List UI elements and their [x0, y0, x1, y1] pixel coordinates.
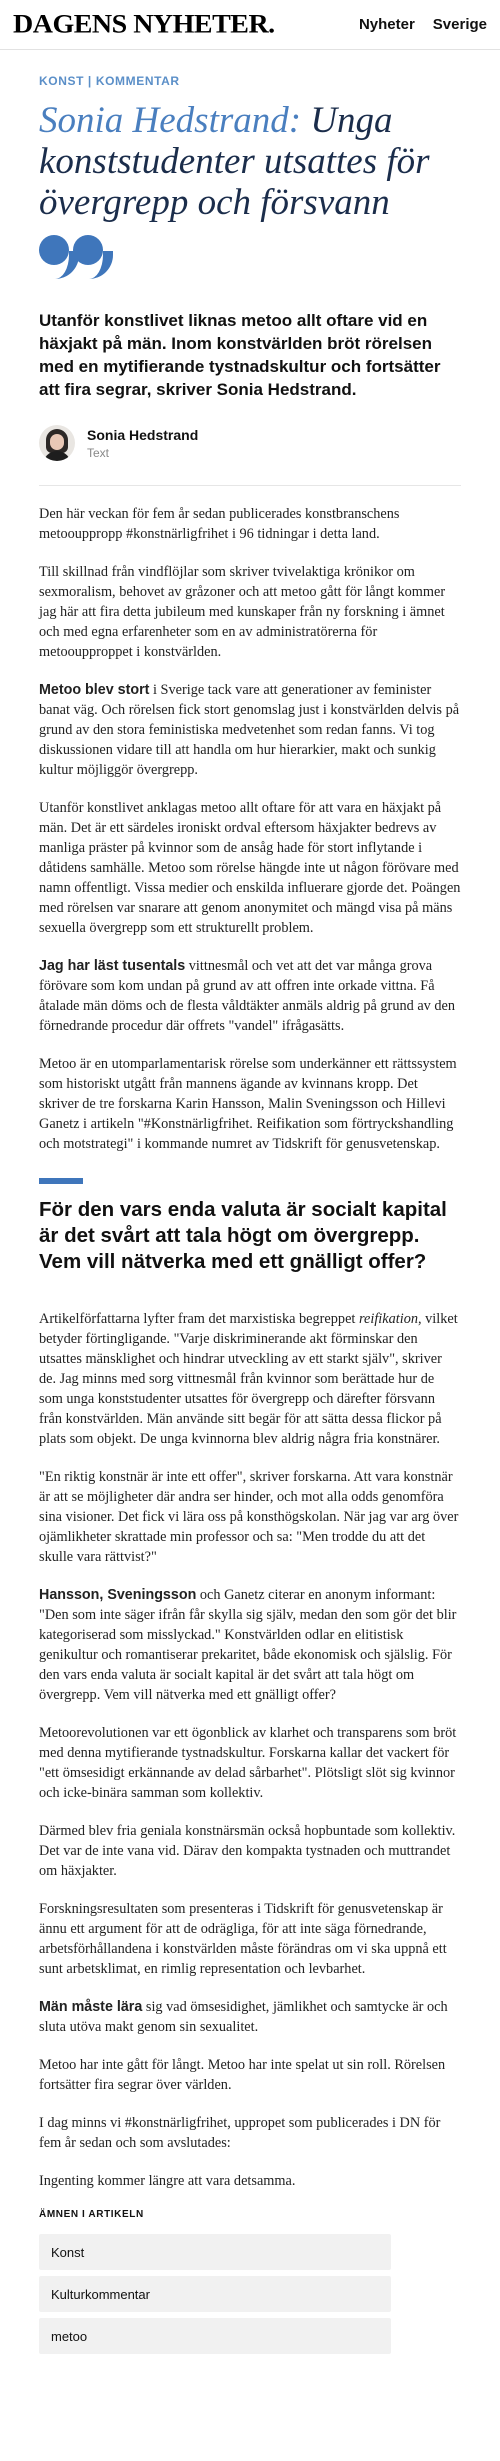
nav-item-nyheter[interactable]: Nyheter [358, 16, 415, 33]
headline-text: Unga konststudenter utsattes för övergrepp och försvann [39, 100, 430, 223]
paragraph: Därmed blev fria geniala konstnärsmän också hopbuntade som kollektiv. Det var de inte vana vid. Därav den kompakta tystnaden och muttrandet om häxjakter. [39, 1823, 456, 1879]
paragraph: Metoo har inte gått för långt. Metoo har inte spelat ut sin roll. Rörelsen fortsätter fira segrar över världen. [39, 2057, 446, 2093]
paragraph-lead: Jag har läst tusentals [39, 958, 186, 974]
paragraph: Metoorevolutionen var ett ögonblick av klarhet och transparens som bröt med denna mytifierande tystnadskultur. Forskarna kallar det vackert för "ett ömsesidigt erkännande av delad sårbarhet". Plötsligt slöt sig kvinnor och icke-binära samman som kollektiv. [39, 1725, 457, 1801]
paragraph-italic: reifikation [358, 1311, 418, 1327]
pull-quote [39, 1178, 461, 1275]
site-header [0, 0, 500, 50]
pull-quote-text: För den vars enda valuta är socialt kapital är det svårt att tala högt om övergrepp. Vem vill nätverka med ett gnälligt offer? [39, 1198, 447, 1273]
topics-label: ÄMNEN I ARTIKELN [39, 2209, 144, 2220]
author-role: Text [87, 445, 110, 460]
paragraph-lead: Män måste lära [39, 1999, 143, 2015]
paragraph-text: , vilket betyder förtingligande. "Varje diskriminerande akt förminskar den utsattes mänsklighet och hindrar utveckling av ett starkt själv", skriver de. Jag minns med sorg vittnesmål från kvinnor som berättade hur de som unga konststudenter utsattes för övergrepp och därefter försvann från konstvärlden. Män använde sitt begär för att sätta dessa flickor på plats som objekt. De unga kvinnorna blev aldrig några fria konstnärer. [39, 1311, 458, 1447]
paragraph-text: i Sverige tack vare att generationer av feminister banat väg. Och rörelsen fick stort genomslag just i konstvärlden delvis på grund av den stora feministiska medvetenhet som redan fanns. Vi tog diskussionen vidare till att handla om hur hierarkier, makt och sunkig kultur möjliggör övergrepp. [39, 682, 460, 778]
paragraph: Utanför konstlivet anklagas metoo allt oftare för att vara en häxjakt på män. Det är ett särdeles ironiskt ordval eftersom häxjakter bedrevs av manliga präster på kvinnor som de ansåg hade för stort inflytande i dåtidens samhälle. Metoo som rörelse hängde inte ut någon förövare med namn offentligt. Vissa medier och enskilda influerare gjorde det. Poängen med rörelsen var snarare att genom anonymitet och mängd visa på mäns sexuella övergrepp som ett strukturellt problem. [39, 800, 461, 936]
nav-item-sverige[interactable]: Sverige [432, 16, 487, 33]
paragraph [39, 680, 461, 780]
topic-list [39, 2234, 461, 2354]
headline-author: Sonia Hedstrand: [39, 100, 302, 141]
top-nav [359, 16, 487, 33]
paragraph [39, 956, 461, 1036]
paragraph-lead: Metoo blev stort [39, 682, 150, 698]
paragraph [39, 1997, 461, 2037]
paragraph: Forskningsresultaten som presenteras i Tidskrift för genusvetenskap är ännu ett argument för att de odrägliga, för att inte säga förnedrande, arbetsförhållandena i konstvärlden måste förändras om vi ska uppnå ett sunt arbetsklimat, en rimlig representation och levbarhet. [39, 1901, 447, 1977]
paragraph: "En riktig konstnär är inte ett offer", skriver forskarna. Att vara konstnär är att se möjligheter där andra ser hinder, och mot alla odds genomföra sina visioner. Det fick vi lära oss på konsthögskolan. När jag var arg över ojämlikheter skrattade min professor och sa: "Men trodde du att det skulle vara rättvist?" [39, 1469, 459, 1565]
article-body [39, 486, 461, 2191]
article-ingress: Utanför konstlivet liknas metoo allt oftare vid en häxjakt på män. Inom konstvärlden bröt rörelsen med en mytifierande tystnadskultur och fortsätter att fira segrar, skriver Sonia Hedstrand. [39, 311, 441, 399]
paragraph: I dag minns vi #konstnärligfrihet, uppropet som publicerades i DN för fem år sedan och som avslutades: [39, 2115, 441, 2151]
byline [39, 425, 461, 486]
paragraph-text: sig vad ömsesidighet, jämlikhet och samtycke är och sluta utöva makt genom sin sexualitet. [39, 1999, 448, 2035]
article [0, 74, 500, 2354]
pull-quote-bar [39, 1178, 83, 1184]
paragraph-text: och Ganetz citerar en anonym informant: "Den som inte säger ifrån får skylla sig själv, medan den som gör det blir kategoriserad som misslyckad." Konstvärlden odlar en elitistisk genikultur och romantiserar prekaritet, både ekonomisk och själslig. För den vars enda valuta är socialt kapital är det svårt att tala högt om övergrepp. Vem vill nätverka med ett gnälligt offer? [39, 1587, 457, 1703]
paragraph [39, 1309, 461, 1449]
topic-konst[interactable]: Konst [39, 2234, 391, 2270]
topic-metoo[interactable]: metoo [39, 2318, 391, 2354]
paragraph: Ingenting kommer längre att vara detsamma. [39, 2173, 296, 2189]
paragraph-text: Artikelförfattarna lyfter fram det marxistiska begreppet [39, 1311, 359, 1327]
paragraph: Metoo är en utomparlamentarisk rörelse som underkänner ett rättssystem som historiskt utgått från mannens ägande av kvinnans kropp. Det skriver de tre forskarna Karin Hansson, Malin Sveningsson och Hillevi Ganetz i artikeln "#Konstnärligfrihet. Reifikation som förtryckshandling och motstrategi" i kommande numret av Tidskrift för genusvetenskap. [39, 1056, 457, 1152]
article-topics [39, 2209, 461, 2354]
avatar[interactable] [39, 425, 75, 461]
paragraph-lead: Hansson, Sveningsson [39, 1587, 197, 1603]
article-kicker[interactable]: KONST | KOMMENTAR [39, 74, 180, 88]
paragraph-text: vittnesmål och vet att det var många grova förövare som kom undan på grund av att offren inte orkade vittna. Få åtalade män döms och de flesta våldtäkter anmäls aldrig på grund av den förnedrande procedur där offrets "vandel" ifrågasätts. [39, 958, 456, 1034]
paragraph [39, 1585, 461, 1705]
paragraph: Till skillnad från vindflöjlar som skriver tvivelaktiga krönikor om sexmoralism, behovet av gråzoner och att metoo gått för långt kommer jag här att fira detta jubileum med kunskaper från ny forskning i ämnet och med egna erfarenheter som en av administratörerna för metooupproppet i konstvärlden. [39, 564, 446, 660]
author-name[interactable]: Sonia Hedstrand [87, 426, 199, 443]
paragraph: Den här veckan för fem år sedan publicerades konstbranschens metoouppropp #konstnärligfrihet i 96 tidningar i detta land. [39, 506, 400, 542]
quote-mark-icon [39, 227, 461, 283]
site-logo[interactable]: DAGENS NYHETER. [13, 9, 275, 39]
article-headline [39, 100, 461, 223]
topic-kulturkommentar[interactable]: Kulturkommentar [39, 2276, 391, 2312]
